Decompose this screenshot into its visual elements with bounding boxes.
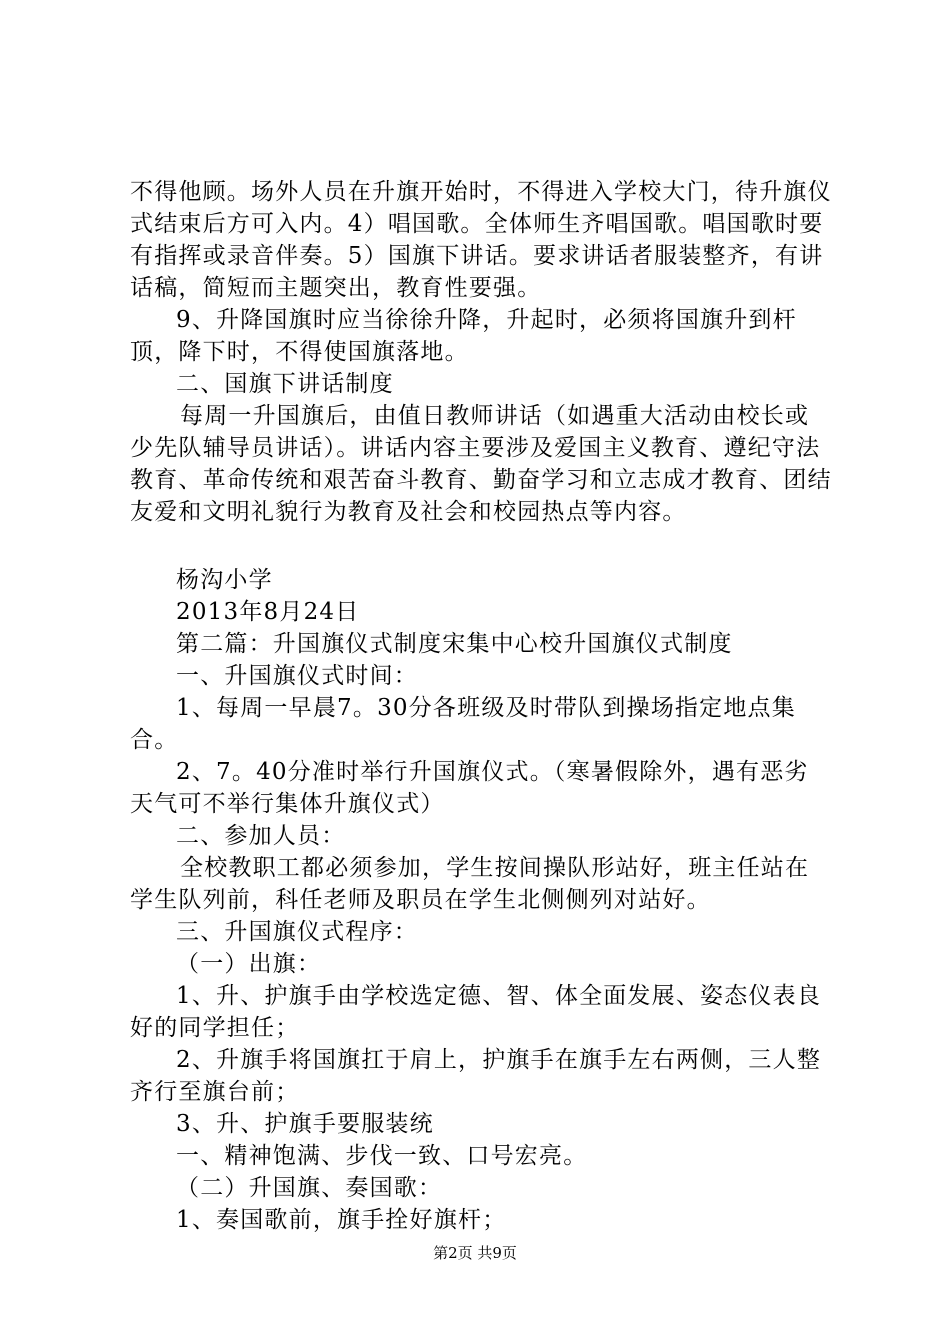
document-body (130, 176, 832, 1236)
school-signature: 杨沟小学 (176, 567, 273, 593)
paragraph-time-item-2: 2、7。40分准时举行升国旗仪式。（寒暑假除外，遇有恶劣天气可不举行集体升旗仪式） (130, 759, 809, 817)
paragraph-procedure-item-2: 2、升旗手将国旗扛于肩上，护旗手在旗手左右两侧，三人整齐行至旗台前； (130, 1047, 822, 1105)
paragraph-time-item-1: 1、每周一早晨7。30分各班级及时带队到操场指定地点集合。 (130, 695, 796, 753)
chapter-two-title: 第二篇：升国旗仪式制度宋集中心校升国旗仪式制度 (176, 631, 733, 657)
section-heading-participants: 二、参加人员： (176, 823, 346, 849)
section-heading-speech-system: 二、国旗下讲话制度 (176, 371, 394, 397)
subheading-flag-out: （一）出旗： (176, 951, 322, 977)
paragraph-speech-system: 每周一升国旗后，由值日教师讲话（如遇重大活动由校长或少先队辅导员讲话）。讲话内容主要涉及爱国主义教育、遵纪守法教育、革命传统和艰苦奋斗教育、勤奋学习和立志成才教育、团结友爱和文明礼貌行为教育及社会和校园热点等内容。 (130, 403, 832, 525)
section-heading-procedure: 三、升国旗仪式程序： (176, 919, 418, 945)
paragraph-procedure-item-3-continued: 一、精神饱满、步伐一致、口号宏亮。 (176, 1143, 588, 1169)
paragraph-rule-9: 9、升降国旗时应当徐徐升降，升起时，必须将国旗升到杆顶，降下时，不得使国旗落地。 (130, 307, 797, 365)
paragraph-procedure-item-3: 3、升、护旗手要服装统 (176, 1111, 434, 1137)
paragraph-procedure-item-1: 1、升、护旗手由学校选定德、智、体全面发展、姿态仪表良好的同学担任； (130, 983, 822, 1041)
subheading-raise-flag-anthem: （二）升国旗、奏国歌： (176, 1175, 443, 1201)
section-heading-ceremony-time: 一、升国旗仪式时间： (176, 663, 418, 689)
blank-line (130, 528, 832, 564)
page-footer: 第2页 共9页 (433, 1244, 517, 1262)
paragraph-anthem-item-1: 1、奏国歌前，旗手拴好旗杆； (176, 1207, 507, 1233)
document-date: 2013年8月24日 (176, 599, 360, 625)
paragraph-participants: 全校教职工都必须参加，学生按间操队形站好，班主任站在学生队列前，科任老师及职员在学生北侧侧列对站好。 (130, 855, 810, 913)
paragraph-flag-rules-continued: 不得他顾。场外人员在升旗开始时，不得进入学校大门，待升旗仪式结束后方可入内。4）唱国歌。全体师生齐唱国歌。唱国歌时要有指挥或录音伴奏。5）国旗下讲话。要求讲话者服装整齐，有讲话稿，简短而主题突出，教育性要强。 (130, 179, 832, 301)
